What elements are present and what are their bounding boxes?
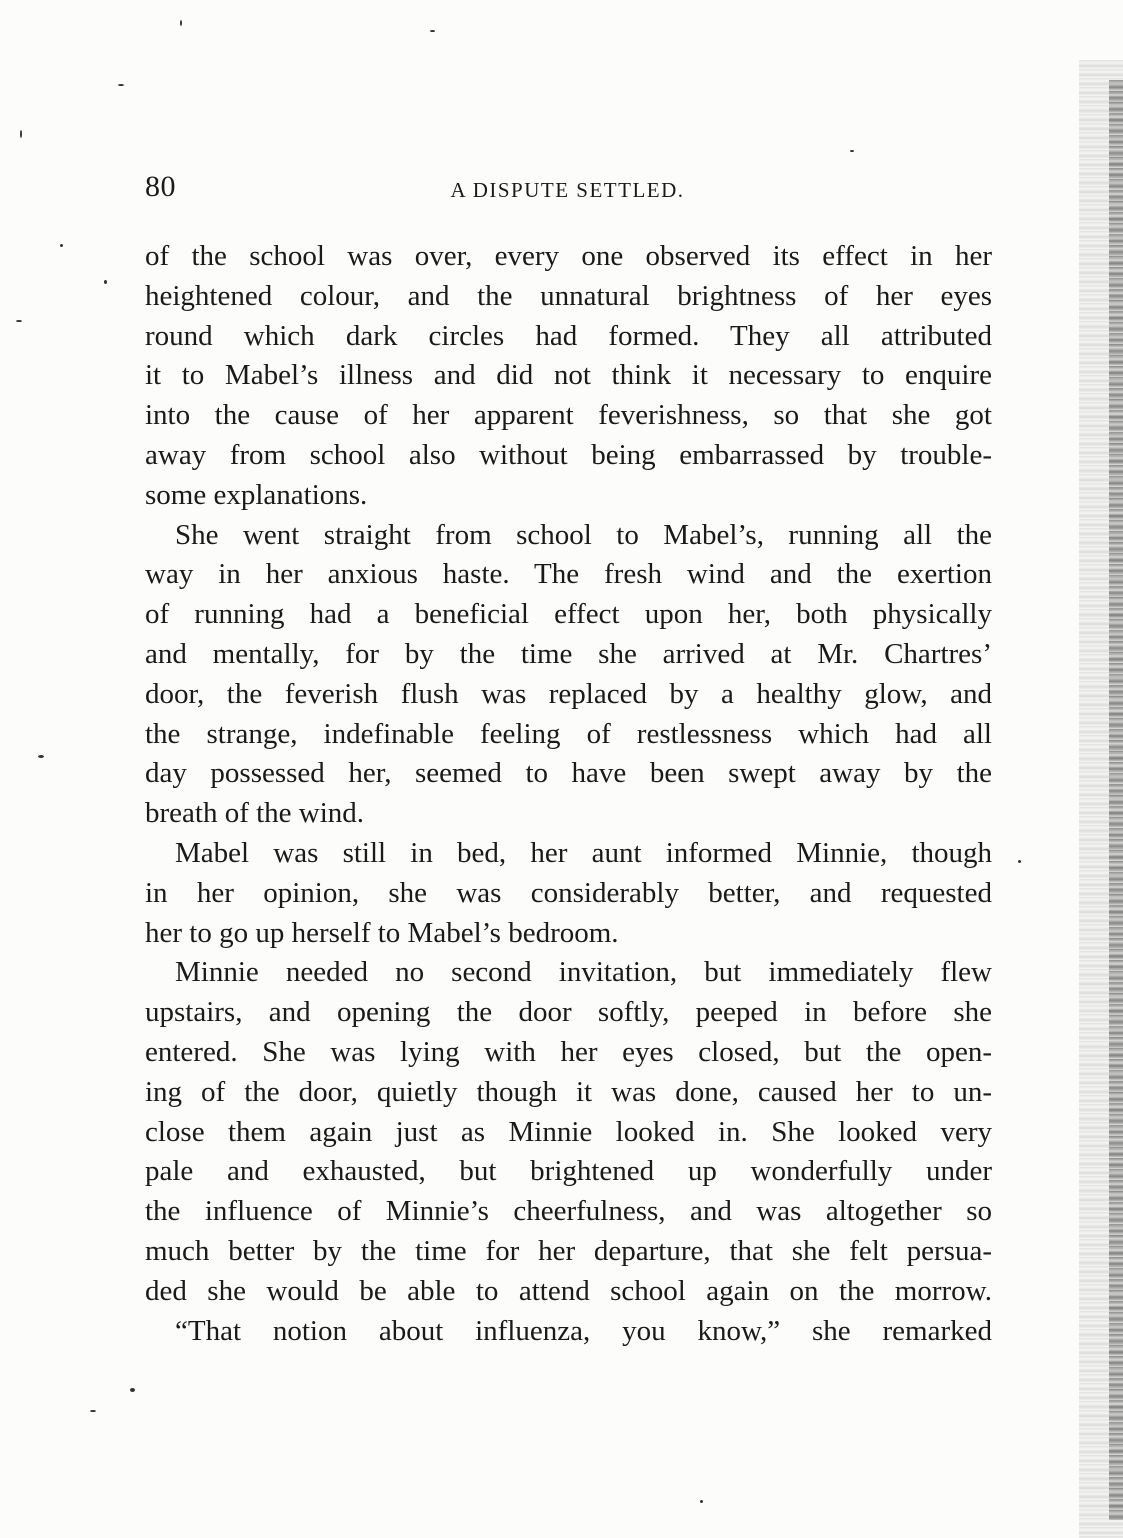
text-line: ded she would be able to attend school again on the morrow. [145,1274,992,1307]
text-line: much better by the time for her departure, that she felt persua- [145,1234,992,1267]
text-line: of running had a beneficial effect upon her, both physically [145,598,992,631]
running-title: A DISPUTE SETTLED. [450,178,685,202]
page-number: 80 [145,170,176,203]
text-line: into the cause of her apparent feverishness, so that she got [145,399,992,432]
text-line: way in her anxious haste. The fresh wind and the exertion [145,558,992,591]
text-line: Minnie needed no second invitation, but immediately flew [175,956,992,989]
text-line: Mabel was still in bed, her aunt informed Minnie, though [175,836,992,869]
print-speck [60,244,63,247]
print-speck [38,755,44,758]
print-speck [700,1500,703,1503]
print-speck [16,320,22,322]
text-line: some explanations. [145,478,368,511]
print-speck [850,150,854,152]
text-line: it to Mabel’s illness and did not think it necessary to enquire [145,359,992,392]
text-line: entered. She was lying with her eyes closed, but the open- [145,1035,992,1068]
text-line: round which dark circles had formed. They all attributed [145,319,992,352]
print-speck [20,130,22,138]
print-speck [118,84,124,86]
text-line: “That notion about influenza, you know,” she remarked [175,1314,992,1347]
text-line: upstairs, and opening the door softly, peeped in before she [145,996,992,1029]
text-line: her to go up herself to Mabel’s bedroom. [145,916,619,949]
print-speck [430,30,435,32]
text-line: away from school also without being embarrassed by trouble- [145,438,992,471]
text-line: day possessed her, seemed to have been swept away by the [145,757,992,790]
text-line: She went straight from school to Mabel’s, running all the [175,518,992,551]
text-line: in her opinion, she was considerably better, and requested [145,876,992,909]
print-speck [130,1388,135,1392]
text-line: of the school was over, every one observed its effect in her [145,240,992,272]
text-line: ing of the door, quietly though it was done, caused her to un- [145,1075,992,1108]
text-line: breath of the wind. [145,797,365,830]
binding-edge [1109,80,1123,1520]
text-line: the strange, indefinable feeling of restlessness which had all [145,717,992,750]
print-speck [104,280,107,284]
text-line: door, the feverish flush was replaced by a healthy glow, and [145,677,992,710]
print-speck [90,1410,96,1412]
print-speck [1018,860,1021,863]
page-header [145,170,990,210]
text-line: close them again just as Minnie looked in. She looked very [145,1115,992,1148]
text-line: the influence of Minnie’s cheerfulness, and was altogether so [145,1195,992,1228]
text-line: heightened colour, and the unnatural brightness of her eyes [145,279,992,312]
body-text [145,237,992,1351]
text-line: pale and exhausted, but brightened up wonderfully under [145,1155,992,1188]
print-speck [180,20,182,26]
text-line: and mentally, for by the time she arrived at Mr. Chartres’ [145,637,992,670]
